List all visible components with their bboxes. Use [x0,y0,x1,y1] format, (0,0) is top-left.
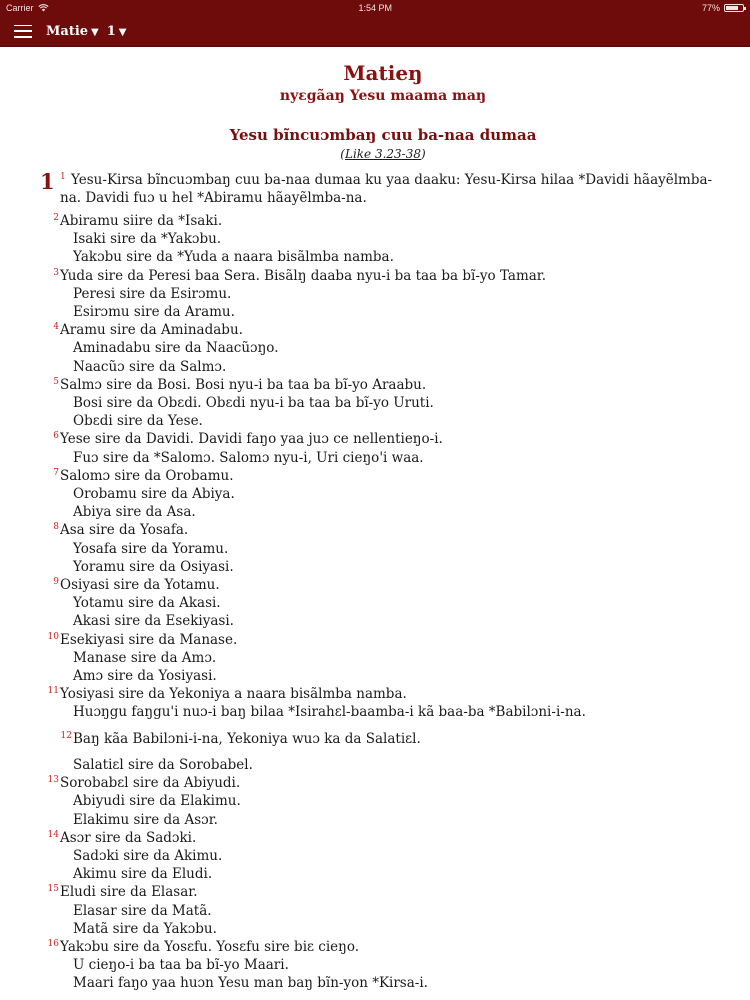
continuation-line [40,540,726,558]
verse-line [40,829,726,847]
verse-number: 13 [47,775,59,786]
verse-number: 16 [47,938,59,949]
continuation-line [40,285,726,303]
verse-line [40,730,726,748]
verse-line [40,267,726,285]
line-text: Abiya sire da Asa. [73,504,196,521]
line-text: Akasi sire da Esekiyasi. [73,613,234,630]
continuation-line [40,339,726,357]
continuation-line [40,394,726,412]
line-text: Maari faŋo yaa huɔn Yesu man baŋ bĩn-yon *Kirsa-i. [73,975,428,992]
line-text: Akimu sire da Eludi. [73,866,213,883]
continuation-line [40,956,726,974]
continuation-line [40,558,726,576]
verse-text: Yesu-Kirsa bĩncuɔmbaŋ cuu ba-naa dumaa ku yaa daaku: Yesu-Kirsa hilaa *Davidi hãayẽlmba-na. Davidi fuɔ u hel *Abiramu hãayẽlmba-na. [60,172,713,206]
verse-number: 12 [60,730,72,741]
section-heading: Yesu bĩncuɔmbaŋ cuu ba-naa dumaa [229,126,537,144]
line-text: Salmɔ sire da Bosi. Bosi nyu-i ba taa ba bĩ-yo Araabu. [60,376,427,393]
verse-line [40,212,726,230]
verse-number: 1 [60,171,66,182]
line-text: Obɛdi sire da Yese. [73,413,203,430]
continuation-line [40,649,726,667]
line-text: Fuɔ sire da *Salomɔ. Salomɔ nyu-i, Uri cieŋo'i waa. [73,449,424,466]
verse-number: 5 [53,376,59,387]
line-text: Abiramu siire da *Isaki. [60,213,223,229]
nav-bar [0,16,750,47]
chapter-selector[interactable] [107,24,127,39]
line-text: Bosi sire da Obɛdi. Obɛdi nyu-i ba taa ba bĩ-yo Uruti. [73,395,434,412]
status-left [6,3,49,13]
verse-line [40,576,726,594]
line-text: Osiyasi sire da Yotamu. [60,577,220,594]
status-right [702,3,744,13]
genealogy-lines [40,212,726,993]
line-text: Yosafa sire da Yoramu. [73,540,229,557]
line-text: Manase sire da Amɔ. [73,649,217,666]
line-text: Orobamu sire da Abiya. [73,486,235,503]
verse-number: 10 [47,631,59,642]
line-text: Huɔŋgu faŋgu'i nuɔ-i baŋ bilaa *Isirahɛl-baamba-i kã baa-ba *Babilɔni-i-na. [73,704,586,721]
verse-number: 3 [53,267,59,278]
line-text: Yese sire da Davidi. Davidi faŋo yaa juɔ ce nellentieŋo-i. [60,431,443,448]
continuation-line [40,902,726,920]
verse-number: 9 [53,577,59,588]
line-text: Yotamu sire da Akasi. [73,595,221,612]
continuation-line [40,449,726,467]
line-text: Asɔr sire da Sadɔki. [60,829,197,846]
verse-line [40,467,726,485]
line-text: Elakimu sire da Asɔr. [73,811,218,828]
cross-reference-link[interactable]: Like 3.23-38 [344,147,422,161]
verse-line [40,685,726,703]
line-text: Sorobabɛl sire da Abiyudi. [60,775,241,792]
verse-line [40,774,726,792]
line-text: Eludi sire da Elasar. [60,884,198,901]
continuation-line [40,358,726,376]
line-text: Esirɔmu sire da Aramu. [73,304,235,321]
continuation-line [40,303,726,321]
verse-line [40,938,726,956]
continuation-line [40,503,726,521]
chapter-label: 1 [106,23,116,39]
continuation-line [40,920,726,938]
verse-line [40,321,726,339]
continuation-line [40,485,726,503]
verse-number: 7 [53,467,59,478]
verse-number: 4 [53,322,59,333]
verse-line [40,376,726,394]
line-text: Esekiyasi sire da Manase. [60,631,238,648]
line-text: Yosiyasi sire da Yekoniya a naara bisãlmba namba. [60,686,407,703]
verse-line [40,883,726,901]
line-text: Peresi sire da Esirɔmu. [73,285,232,302]
hamburger-menu-icon[interactable] [14,25,32,38]
chapter-number: 1 [40,169,55,194]
continuation-line [40,594,726,612]
continuation-line [40,847,726,865]
continuation-line [40,756,726,774]
line-text: U cieŋo-i ba taa ba bĩ-yo Maari. [73,957,289,974]
verse-line [40,631,726,649]
line-text: Salatiɛl sire da Sorobabel. [73,756,253,773]
line-text: Amɔ sire da Yosiyasi. [73,668,217,685]
verse-paragraph [40,171,726,207]
verse-line [40,521,726,539]
book-selector[interactable] [46,24,99,39]
battery-fill [726,6,738,10]
verse-number: 14 [47,829,59,840]
book-name: Matie [46,23,89,39]
continuation-line [40,974,726,992]
verse-number: 2 [53,213,59,223]
line-text: Isaki sire da *Yakɔbu. [73,231,222,248]
continuation-line [40,667,726,685]
scripture-content [0,47,750,993]
verse-number: 6 [53,431,59,442]
line-text: Baŋ kãa Babilɔni-i-na, Yekoniya wuɔ ka da Salatiɛl. [73,730,421,747]
continuation-line [40,248,726,266]
line-text: Aramu sire da Aminadabu. [60,322,243,339]
verse-line [40,430,726,448]
continuation-line [40,612,726,630]
line-text: Yakɔbu sire da Yosɛfu. Yosɛfu sire biɛ cieŋo. [60,938,360,955]
line-text: Yuda sire da Peresi baa Sera. Bisãlŋ daaba nyu-i ba taa ba bĩ-yo Tamar. [60,267,547,284]
carrier-label: Carrier [6,3,34,13]
verse-number: 8 [53,522,59,533]
line-text: Asa sire da Yosafa. [60,522,189,539]
line-text: Salomɔ sire da Orobamu. [60,467,234,484]
line-text: Abiyudi sire da Elakimu. [73,793,241,810]
verse-number: 11 [47,686,59,697]
chevron-down-icon: ▼ [91,26,99,38]
book-title: Matieŋ [343,61,423,85]
battery-icon [724,4,744,12]
continuation-line [40,792,726,810]
line-text: Naacũɔ sire da Salmɔ. [73,358,227,375]
continuation-line [40,230,726,248]
line-text: Elasar sire da Matã. [73,902,212,919]
wifi-icon [38,4,49,12]
status-time: 1:54 PM [358,3,393,13]
line-text: Aminadabu sire da Naacũɔŋo. [73,340,279,357]
section-reference: (Like 3.23-38) [340,147,426,161]
continuation-line [40,703,726,721]
verse-number: 15 [47,884,59,895]
status-bar [0,0,750,16]
line-text: Matã sire da Yakɔbu. [73,920,217,937]
continuation-line [40,811,726,829]
line-text: Sadɔki sire da Akimu. [73,847,223,864]
line-text: Yoramu sire da Osiyasi. [73,558,234,575]
battery-percent: 77% [701,3,720,13]
line-text: Yakɔbu sire da *Yuda a naara bisãlmba namba. [73,249,394,266]
continuation-line [40,412,726,430]
continuation-line [40,865,726,883]
book-subtitle: nyɛgãaŋ Yesu maama maŋ [279,88,487,104]
chevron-down-icon: ▼ [118,26,127,38]
